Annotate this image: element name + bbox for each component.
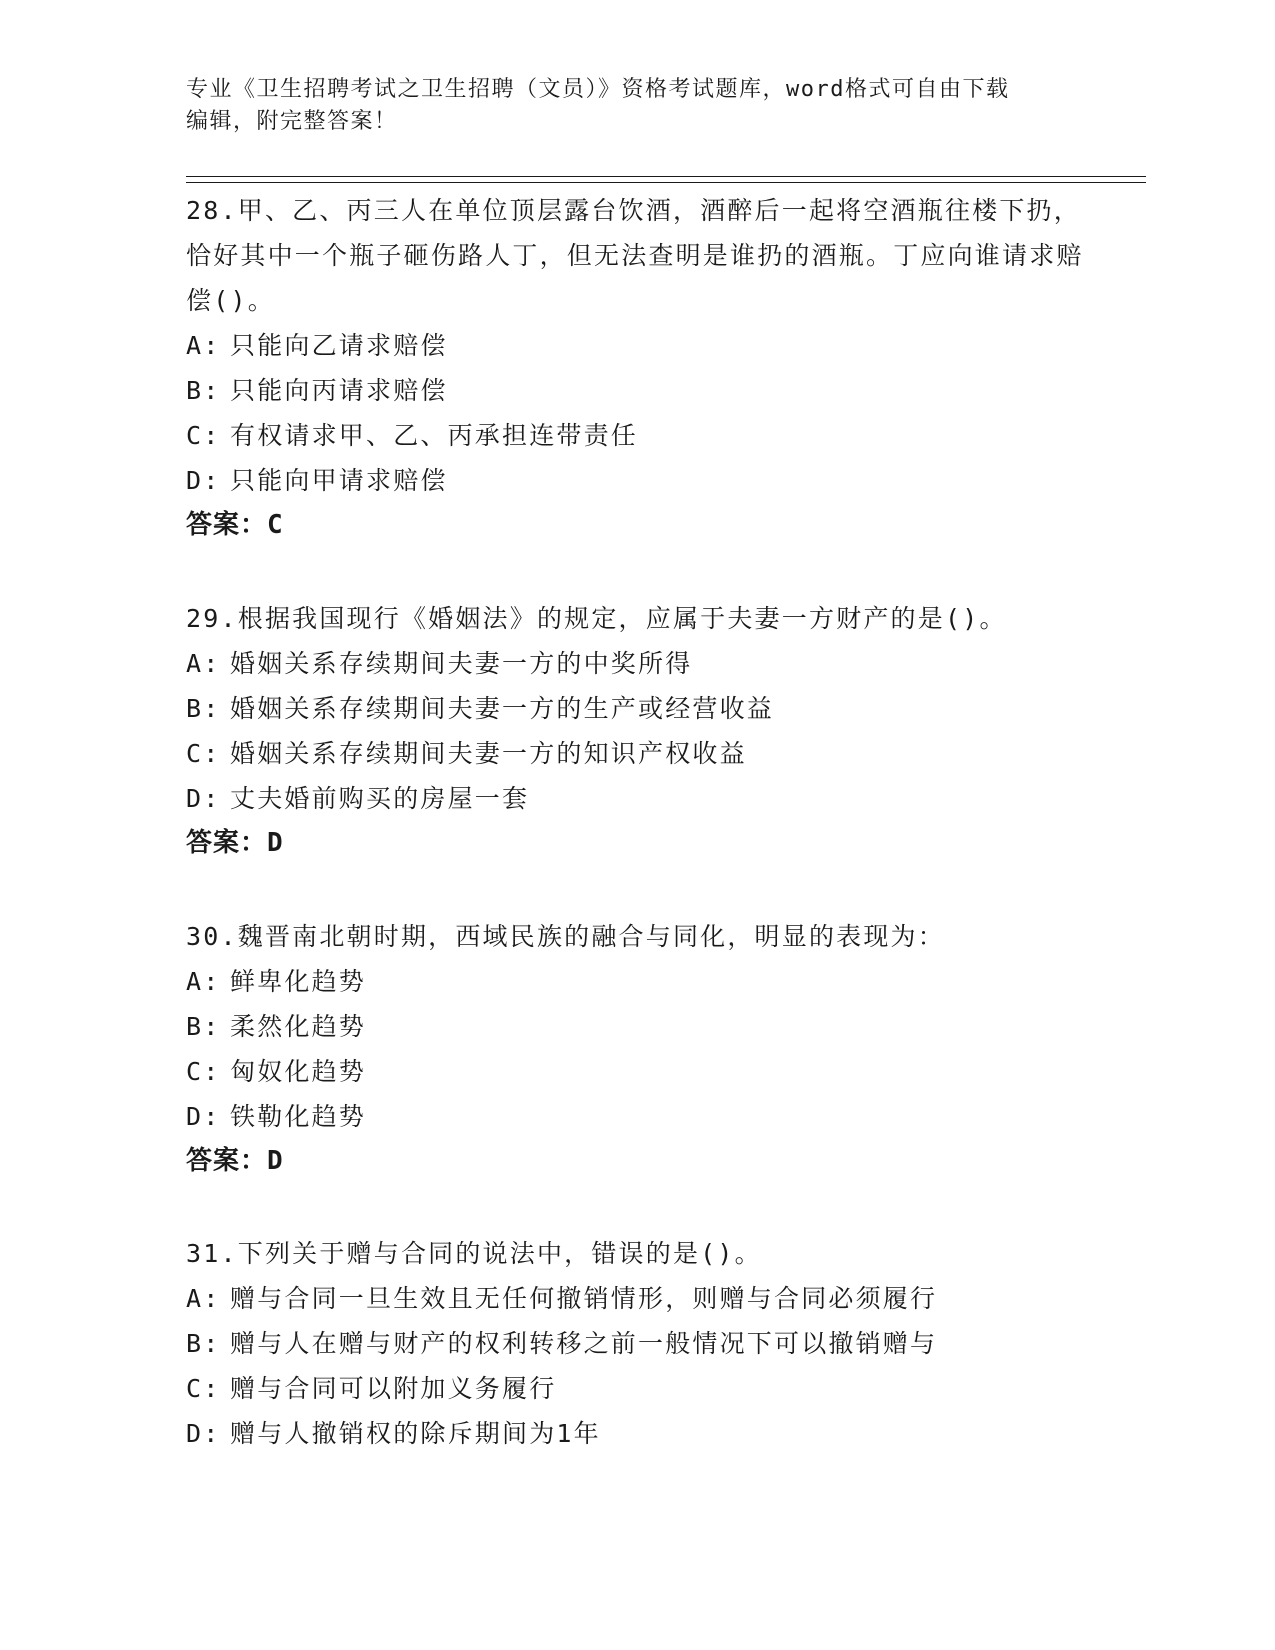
option-letter: D:: [186, 1102, 221, 1131]
option-c: [186, 413, 1086, 458]
option-b: [186, 368, 1086, 413]
option-letter: A:: [186, 967, 221, 996]
header-line-1: 专业《卫生招聘考试之卫生招聘（文员）》资格考试题库，word格式可自由下载: [186, 77, 1010, 102]
option-letter: D:: [186, 1419, 221, 1448]
option-text: 有权请求甲、乙、丙承担连带责任: [230, 421, 639, 450]
option-a: [186, 641, 1086, 686]
option-d: [186, 776, 1086, 821]
option-letter: B:: [186, 1329, 221, 1358]
answer-line: 答案：D: [186, 1146, 284, 1176]
question-stem: 29.根据我国现行《婚姻法》的规定，应属于夫妻一方财产的是()。: [186, 604, 1007, 633]
header-line-2: 编辑，附完整答案！: [186, 109, 398, 134]
option-letter: B:: [186, 376, 221, 405]
answer-line: 答案：C: [186, 510, 284, 540]
answer-line: 答案：D: [186, 828, 284, 858]
option-b: [186, 1321, 1086, 1366]
question-28: [186, 188, 1086, 548]
option-text: 赠与人在赠与财产的权利转移之前一般情况下可以撤销赠与: [230, 1329, 938, 1358]
option-letter: B:: [186, 694, 221, 723]
option-text: 匈奴化趋势: [230, 1057, 367, 1086]
option-text: 丈夫婚前购买的房屋一套: [230, 784, 530, 813]
question-stem: 30.魏晋南北朝时期，西域民族的融合与同化，明显的表现为：: [186, 922, 945, 951]
question-stem: 28.甲、乙、丙三人在单位顶层露台饮酒，酒醉后一起将空酒瓶往楼下扔，恰好其中一个瓶子砸伤路人丁，但无法查明是谁扔的酒瓶。丁应向谁请求赔偿()。: [186, 196, 1084, 315]
option-text: 婚姻关系存续期间夫妻一方的知识产权收益: [230, 739, 747, 768]
option-a: [186, 323, 1086, 368]
option-text: 柔然化趋势: [230, 1012, 367, 1041]
option-a: [186, 1276, 1086, 1321]
option-letter: D:: [186, 466, 221, 495]
option-letter: C:: [186, 739, 221, 768]
option-c: [186, 1366, 1086, 1411]
option-d: [186, 1411, 1086, 1456]
document-header: [186, 74, 1086, 138]
question-30: [186, 914, 1086, 1184]
option-text: 只能向乙请求赔偿: [230, 331, 448, 360]
option-c: [186, 1049, 1086, 1094]
option-a: [186, 959, 1086, 1004]
header-rule-bottom: [186, 182, 1146, 183]
question-29: [186, 596, 1086, 866]
option-text: 婚姻关系存续期间夫妻一方的生产或经营收益: [230, 694, 775, 723]
option-text: 铁勒化趋势: [230, 1102, 367, 1131]
option-letter: A:: [186, 1284, 221, 1313]
option-letter: A:: [186, 331, 221, 360]
option-letter: D:: [186, 784, 221, 813]
option-letter: A:: [186, 649, 221, 678]
header-rule-top: [186, 176, 1146, 177]
option-d: [186, 1094, 1086, 1139]
option-b: [186, 1004, 1086, 1049]
question-31: [186, 1231, 1086, 1456]
option-c: [186, 731, 1086, 776]
option-text: 赠与合同可以附加义务履行: [230, 1374, 557, 1403]
option-d: [186, 458, 1086, 503]
option-letter: B:: [186, 1012, 221, 1041]
option-letter: C:: [186, 1374, 221, 1403]
option-text: 赠与人撤销权的除斥期间为1年: [230, 1419, 601, 1448]
option-text: 只能向甲请求赔偿: [230, 466, 448, 495]
option-b: [186, 686, 1086, 731]
option-text: 赠与合同一旦生效且无任何撤销情形，则赠与合同必须履行: [230, 1284, 938, 1313]
option-letter: C:: [186, 1057, 221, 1086]
question-stem: 31.下列关于赠与合同的说法中，错误的是()。: [186, 1239, 762, 1268]
option-text: 鲜卑化趋势: [230, 967, 367, 996]
option-letter: C:: [186, 421, 221, 450]
option-text: 只能向丙请求赔偿: [230, 376, 448, 405]
option-text: 婚姻关系存续期间夫妻一方的中奖所得: [230, 649, 693, 678]
